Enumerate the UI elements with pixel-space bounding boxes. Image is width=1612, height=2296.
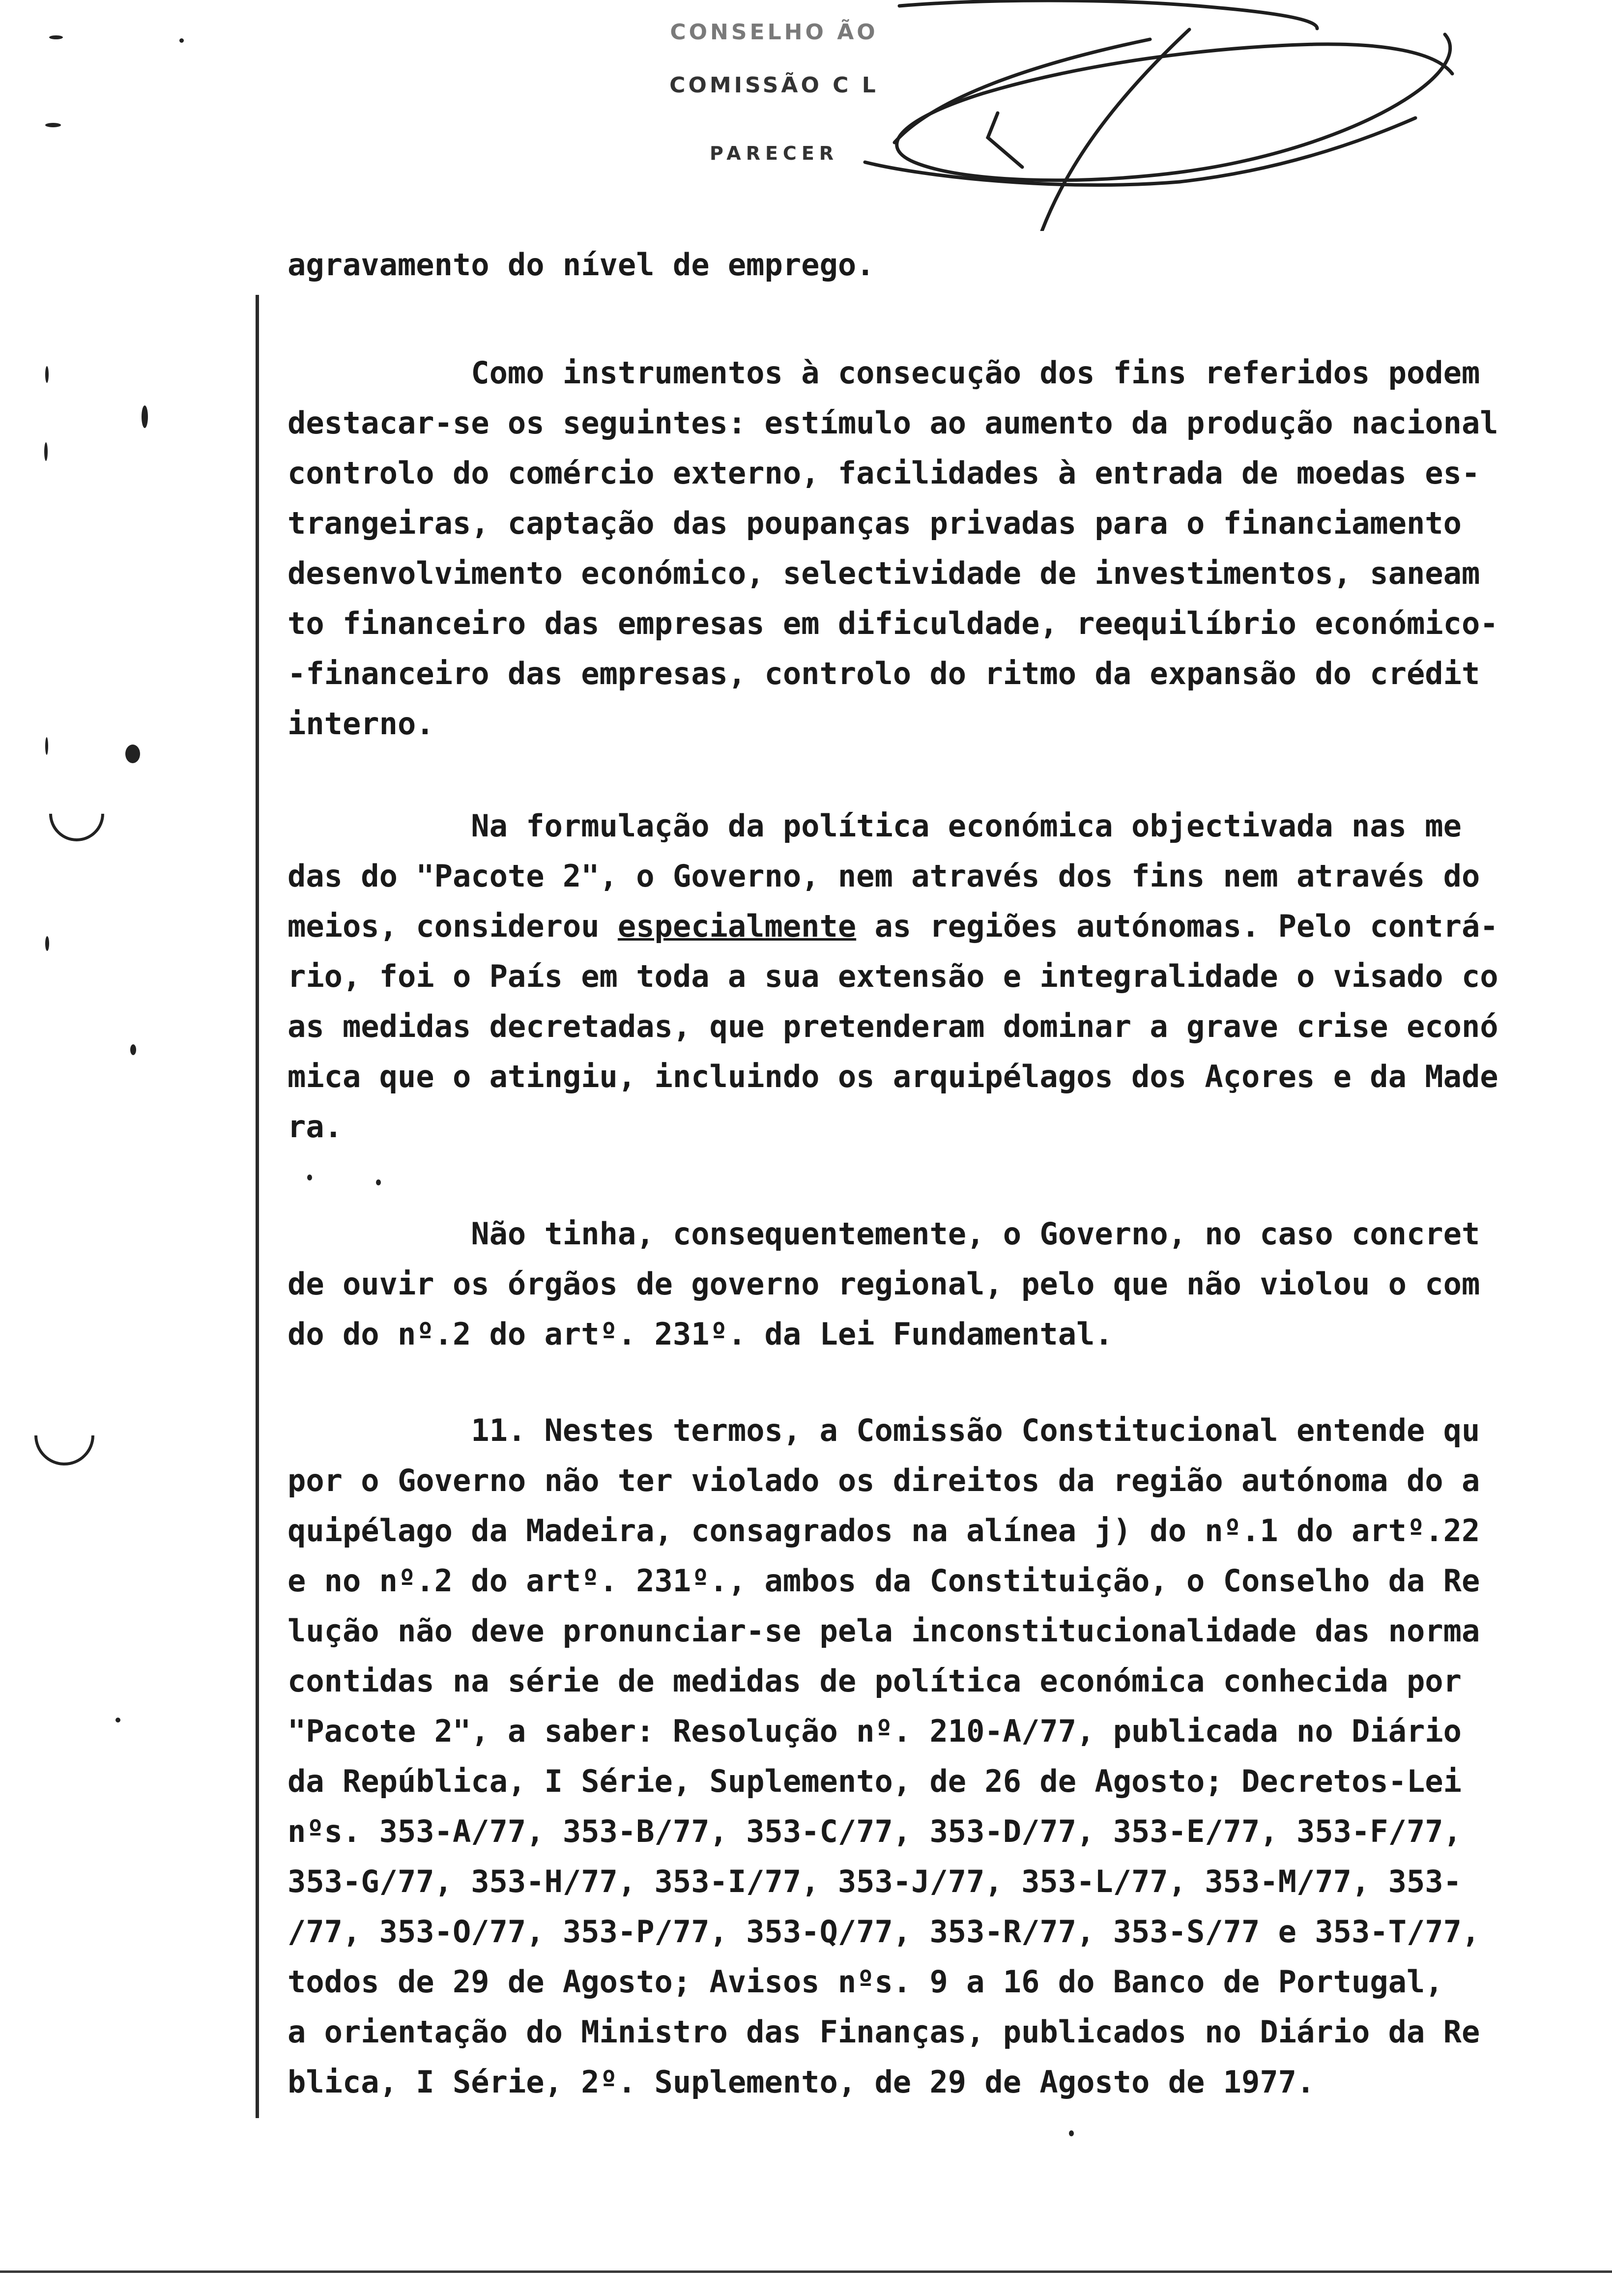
scan-mark [45,936,49,951]
scan-mark [38,775,115,853]
page-bottom-rule [0,2270,1612,2273]
stamp-line-2: COMISSÃO C L [669,73,879,98]
scan-mark [125,745,140,763]
handwritten-signature [835,0,1474,231]
scan-mark [115,1718,120,1722]
document-type-label: PARECER [709,143,839,164]
scan-mark [130,1044,136,1055]
paragraph-conclusion: 11. Nestes termos, a Comissão Constitucional entende qu por o Governo não ter violado os direitos da região autónoma do a quipélago da Madeira, consagrados na alínea j) do nº.1 do artº.22 e no nº.2 do artº. 231º., ambos da Constituição, o Conselho da Re lução não deve pronunciar-se pela inconstitucionalidade das norma contidas na série de medidas de política económica conhecida por "Pacote 2", a saber: Resolução nº. 210-A/77, publicada no Diário da República, I Série, Suplemento, de 26 de Agosto; Decretos-Lei nºs. 353-A/77, 353-B/77, 353-C/77, 353-D/77, 353-E/77, 353-F/77, 353-G/77, 353-H/77, 353-I/77, 353-J/77, 353-L/77, 353-M/77, 353- /77, 353-O/77, 353-P/77, 353-Q/77, 353-R/77, 353-S/77 e 353-T/77, todos de 29 de Agosto; Avisos nºs. 9 a 16 do Banco de Portugal, a orientação do Ministro das Finanças, publicados no Diário da Re blica, I Série, 2º. Suplemento, de 29 de Agosto de 1977. [288,1412,1480,2100]
scan-mark [142,405,148,428]
stamp-line-1: CONSELHO ÃO [670,20,878,45]
scan-mark [179,38,184,43]
paragraph-continuation: agravamento do nível de emprego. [288,247,875,283]
scan-mark [307,1175,312,1180]
scan-mark [376,1179,381,1185]
underlined-word: especialmente [617,908,857,944]
paragraph-text: Na formulação da política económica objectivada nas me das do "Pacote 2", o Governo, nem através dos fins nem através do meios, considerou [288,808,1480,944]
margin-rule [256,295,259,2118]
paragraph-government: Não tinha, consequentemente, o Governo, no caso concret de ouvir os órgãos de governo regional, pelo que não violou o com do do nº.2 do artº. 231º. da Lei Fundamental. [288,1216,1480,1352]
scan-mark [45,737,48,755]
scan-mark [22,1393,107,1478]
scan-mark [45,123,61,127]
scan-mark [44,442,48,461]
paragraph-economic-policy [288,801,1506,1152]
scan-mark [49,35,63,39]
scan-mark [45,366,49,383]
paragraph-text: as regiões autónomas. Pelo contrá- rio, foi o País em toda a sua extensão e integralidade o visado co as medidas decretadas, que pretenderam dominar a grave crise econó mica que o atingiu, incluindo os arquipélagos dos Açores e da Made ra. [288,908,1498,1145]
scan-mark [1069,2130,1074,2136]
paragraph-instruments: Como instrumentos à consecução dos fins referidos podem destacar-se os seguintes: estímulo ao aumento da produção nacional controlo do comércio externo, facilidades à entrada de moedas es- trangeiras, captação das poupanças privadas para o financiamento desenvolvimento económico, selectividade de investimentos, saneam to financeiro das empresas em dificuldade, reequilíbrio económico- -financeiro das empresas, controlo do ritmo da expansão do crédit interno. [288,355,1498,742]
